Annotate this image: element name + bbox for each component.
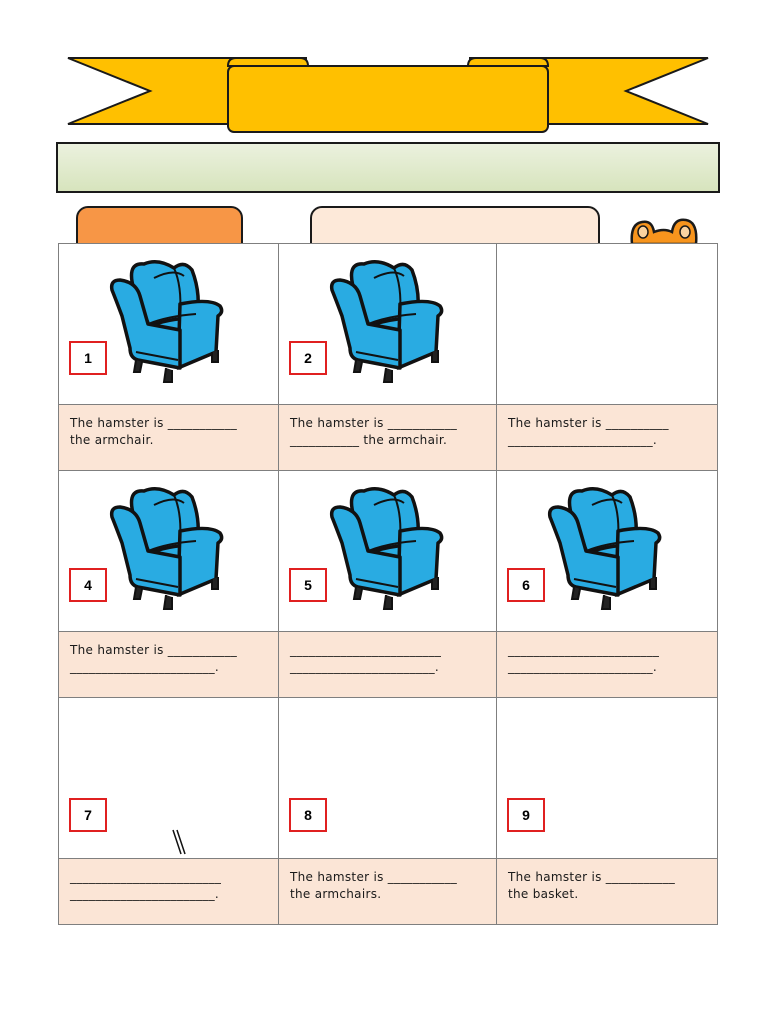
caption-line: the armchair. (70, 433, 154, 447)
caption-cell (59, 632, 279, 698)
number-box: 1 (69, 341, 107, 375)
caption-line: ________________________ (70, 870, 222, 884)
caption-line: The hamster is ___________ (508, 870, 676, 884)
caption-line: The hamster is ___________ (290, 416, 458, 430)
caption-cell (279, 859, 497, 925)
armchair-icon (97, 483, 237, 613)
caption-cell (497, 859, 718, 925)
picture-row (59, 244, 718, 405)
caption-line: the armchairs. (290, 887, 382, 901)
title-bar (56, 142, 720, 193)
armchair-icon (317, 483, 457, 613)
number-box: 8 (289, 798, 327, 832)
caption-cell (59, 405, 279, 471)
ribbon-banner (0, 0, 768, 140)
number-box: 9 (507, 798, 545, 832)
picture-cell (59, 698, 279, 859)
caption-line: ___________ the armchair. (290, 433, 448, 447)
number-box: 7 (69, 798, 107, 832)
hamster-icon (628, 216, 700, 246)
picture-cell (497, 244, 718, 405)
caption-line: The hamster is __________ (508, 416, 669, 430)
picture-cell (59, 244, 279, 405)
picture-cell (497, 698, 718, 859)
caption-line: _______________________. (508, 433, 658, 447)
picture-row (59, 698, 718, 859)
caption-line: ________________________ (290, 643, 442, 657)
caption-cell (279, 632, 497, 698)
caption-line: The hamster is ___________ (70, 643, 238, 657)
number-box: 4 (69, 568, 107, 602)
picture-row (59, 471, 718, 632)
double-line-mark (169, 828, 189, 856)
picture-cell (59, 471, 279, 632)
caption-line: The hamster is ___________ (290, 870, 458, 884)
caption-cell (497, 632, 718, 698)
armchair-icon (317, 256, 457, 386)
caption-line: _______________________. (70, 887, 220, 901)
number-box: 5 (289, 568, 327, 602)
armchair-icon (535, 483, 675, 613)
caption-line: _______________________. (508, 660, 658, 674)
caption-line: the basket. (508, 887, 579, 901)
armchair-icon (97, 256, 237, 386)
caption-line: _______________________. (70, 660, 220, 674)
picture-cell (279, 698, 497, 859)
caption-row (59, 859, 718, 925)
caption-line: _______________________. (290, 660, 440, 674)
number-box: 2 (289, 341, 327, 375)
caption-row (59, 405, 718, 471)
caption-cell (59, 859, 279, 925)
picture-cell (497, 471, 718, 632)
worksheet-table (58, 243, 718, 925)
caption-cell (279, 405, 497, 471)
caption-line: ________________________ (508, 643, 660, 657)
caption-cell (497, 405, 718, 471)
picture-cell (279, 244, 497, 405)
caption-line: The hamster is ___________ (70, 416, 238, 430)
caption-row (59, 632, 718, 698)
number-box: 6 (507, 568, 545, 602)
picture-cell (279, 471, 497, 632)
